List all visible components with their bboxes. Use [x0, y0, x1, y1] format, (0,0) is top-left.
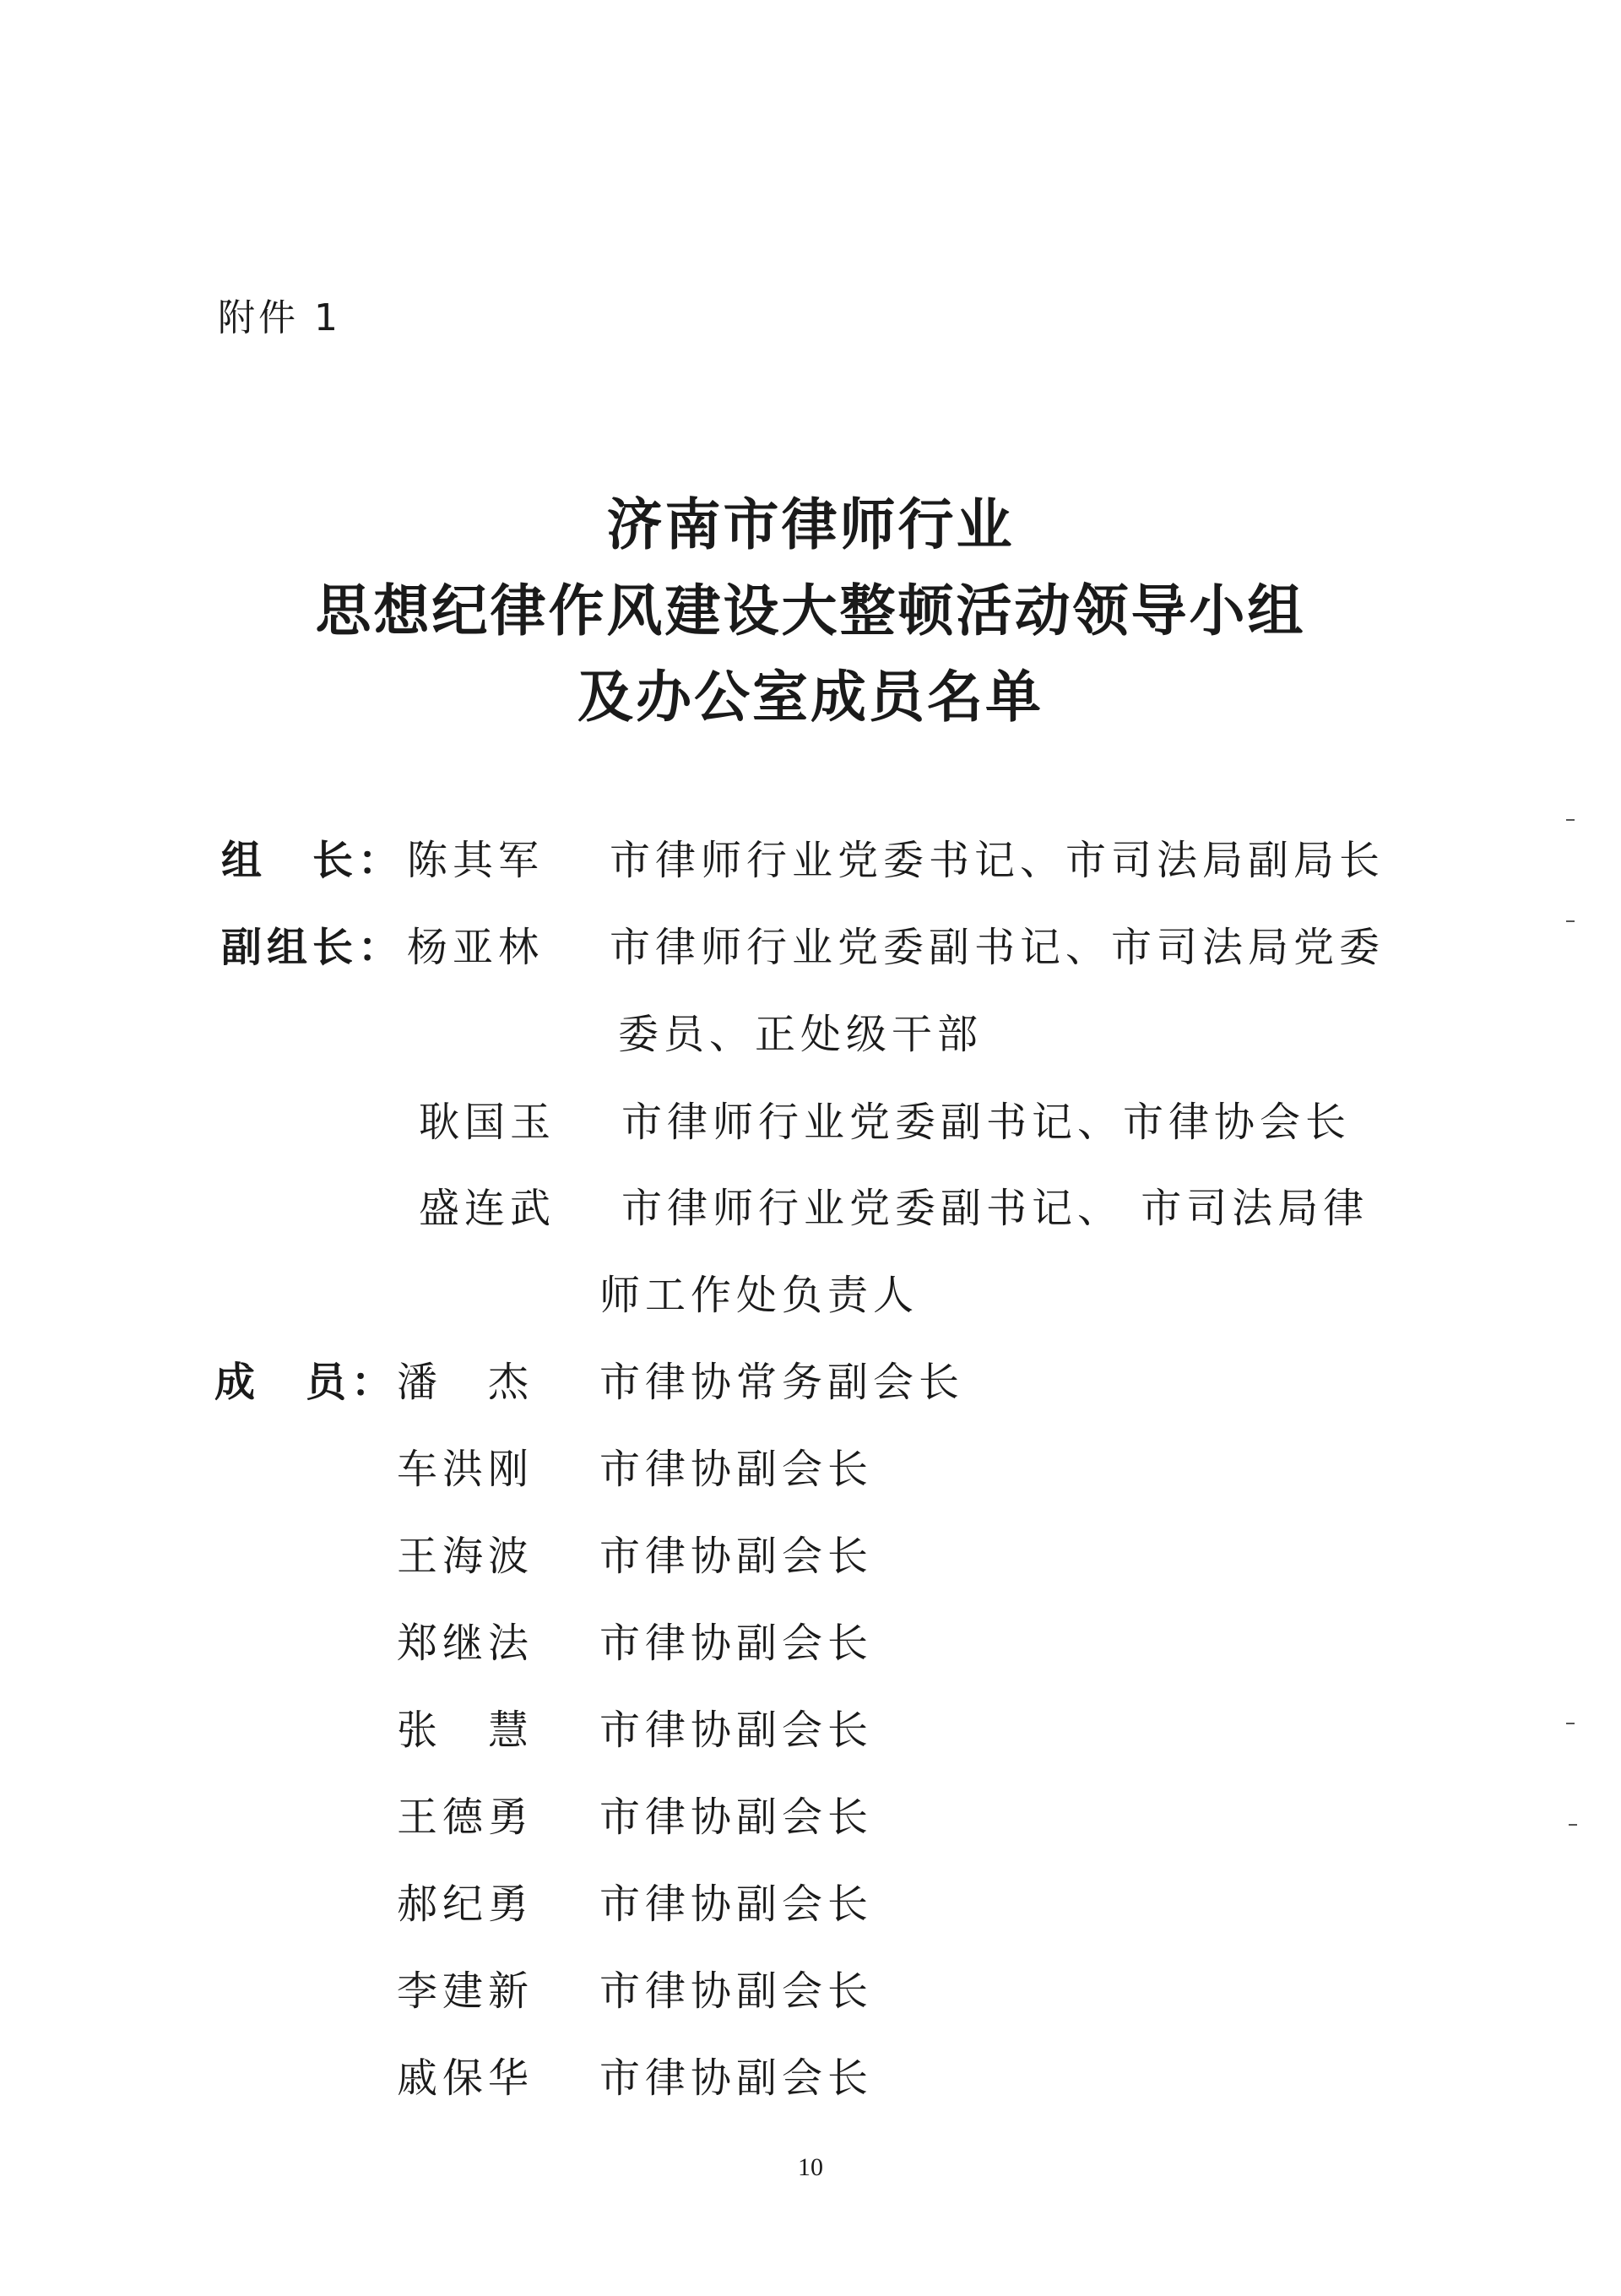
scan-mark — [1566, 819, 1575, 821]
title-line-2: 思想纪律作风建设大整顿活动领导小组 — [315, 578, 1306, 643]
member-position: 市律协副会长 — [599, 1533, 874, 1580]
member-position: 市律协副会长 — [599, 1620, 874, 1667]
scan-mark — [1566, 1723, 1575, 1724]
deputy-position: 市律师行业党委副书记、市司法局党委 — [610, 924, 1385, 971]
member-name: 潘 杰 — [397, 1359, 534, 1406]
member-role: 成 员： — [214, 1359, 398, 1406]
member-name: 郑继法 — [397, 1620, 534, 1667]
member-name: 戚保华 — [397, 2054, 534, 2102]
member-position: 市律协副会长 — [599, 1794, 874, 1841]
leader-name: 陈其军 — [407, 837, 545, 884]
member-position: 市律协副会长 — [599, 1968, 874, 2015]
member-position: 市律协常务副会长 — [599, 1359, 965, 1406]
member-name: 郝纪勇 — [397, 1881, 534, 1928]
deputy-name: 耿国玉 — [419, 1099, 556, 1146]
leader-position: 市律师行业党委书记、市司法局副局长 — [610, 837, 1385, 884]
title-line-3: 及办公室成员名单 — [577, 665, 1044, 730]
member-name: 张 慧 — [397, 1707, 534, 1754]
scan-mark — [1569, 1824, 1577, 1826]
deputy-name: 盛连武 — [419, 1185, 556, 1232]
member-name: 李建新 — [397, 1968, 534, 2015]
deputy-role: 副组长： — [221, 924, 404, 971]
member-name: 王德勇 — [397, 1794, 534, 1841]
deputy-position: 市律师行业党委副书记、 市司法局律 — [621, 1185, 1369, 1232]
deputy-position-continued: 师工作处负责人 — [599, 1272, 919, 1319]
member-position: 市律协副会长 — [599, 1707, 874, 1754]
member-position: 市律协副会长 — [599, 1446, 874, 1493]
attachment-label: 附件 1 — [218, 296, 341, 339]
leader-role: 组 长： — [221, 837, 404, 884]
member-name: 王海波 — [397, 1533, 534, 1580]
title-line-1: 济南市律师行业 — [606, 492, 1015, 557]
page-number: 10 — [798, 2153, 823, 2181]
deputy-name: 杨亚林 — [407, 924, 545, 971]
member-name: 车洪刚 — [397, 1446, 534, 1493]
scan-mark — [1566, 920, 1575, 922]
member-position: 市律协副会长 — [599, 2054, 874, 2102]
member-position: 市律协副会长 — [599, 1881, 874, 1928]
deputy-position: 市律师行业党委副书记、市律协会长 — [621, 1099, 1352, 1146]
deputy-position-continued: 委员、正处级干部 — [618, 1011, 984, 1058]
